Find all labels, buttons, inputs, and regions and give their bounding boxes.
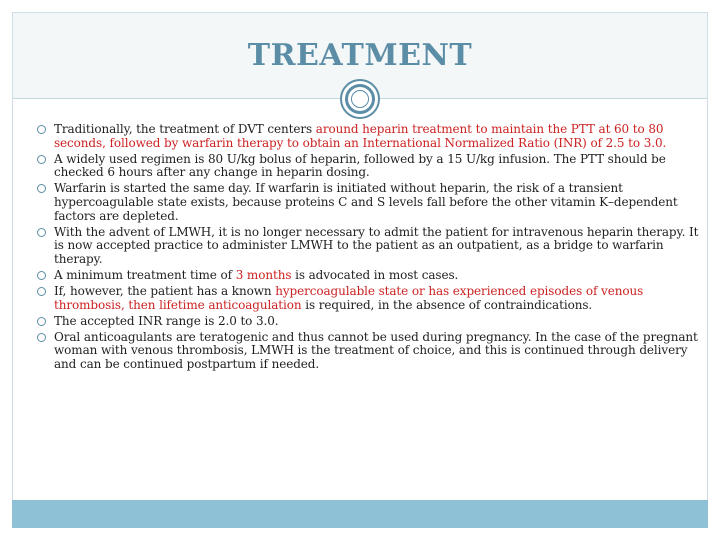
hollow-circle-bullet-icon: [37, 287, 46, 296]
bullet-item: [37, 182, 703, 223]
bullet-item: [37, 285, 703, 312]
bullet-text-segment: hypercoagulable state or has experienced episodes of venous thrombosis, then lifetime anticoagulation: [54, 284, 644, 312]
bullet-item: [37, 123, 703, 150]
bullet-text-segment: Oral anticoagulants are teratogenic and thus cannot be used during pregnancy.: [54, 329, 532, 344]
hollow-circle-bullet-icon: [37, 271, 46, 280]
bullet-text-segment: A minimum treatment time of: [54, 267, 236, 282]
bullet-item: [37, 153, 703, 180]
footer-bar: [12, 500, 708, 528]
bullet-text-segment: In the case of the pregnant woman with venous thrombosis, LMWH is the treatment of choice, and this is continued through delivery and can be continued postpartum if needed.: [54, 329, 698, 371]
bullet-text-segment: Traditionally, the treatment of DVT centers: [54, 122, 316, 136]
bullet-text-segment: is required, in the absence of contraindications.: [301, 297, 593, 312]
bullet-text-segment: around heparin treatment to maintain the PTT at 60 to 80 seconds, followed by warfarin therapy to obtain an International Normalized Ratio (INR) of 2.5 to 3.0.: [54, 122, 667, 150]
slide-frame: [12, 12, 708, 528]
bullet-text-segment: With the advent of LMWH, it is no longer necessary to admit the patient for intravenous heparin therapy. It is now accepted practice to administer LMWH to the patient as an outpatient, as a bridge to warfarin therapy.: [54, 224, 699, 266]
bullet-text-segment: Warfarin is started the same day. If warfarin is initiated without heparin, the risk of a transient hypercoagulable state exists, because proteins C and S levels fall before the other vitamin K–dependent factors are depleted.: [54, 181, 678, 223]
bullet-text-segment: The accepted INR range is 2.0 to 3.0.: [54, 313, 279, 328]
bullet-list: [37, 123, 703, 374]
hollow-circle-bullet-icon: [37, 333, 46, 342]
bullet-item: [37, 269, 703, 283]
hollow-circle-bullet-icon: [37, 317, 46, 326]
slide-title: TREATMENT: [247, 38, 473, 73]
bullet-text-segment: A widely used regimen is 80 U/kg bolus of heparin, followed by a 15 U/kg infusion. The PTT should be checked 6 hours after any change in heparin dosing.: [54, 151, 666, 180]
bullet-text-segment: is advocated in most cases.: [291, 267, 459, 282]
bullet-text-segment: If, however, the patient has a known: [54, 284, 276, 299]
bullet-text-segment: 3 months: [235, 267, 292, 282]
hollow-circle-bullet-icon: [37, 228, 46, 237]
bullet-item: [37, 331, 703, 372]
bullet-item: [37, 226, 703, 267]
bullet-item: [37, 315, 703, 329]
hollow-circle-bullet-icon: [37, 125, 46, 134]
hollow-circle-bullet-icon: [37, 155, 46, 164]
concentric-ring-icon: [340, 79, 380, 119]
hollow-circle-bullet-icon: [37, 184, 46, 193]
